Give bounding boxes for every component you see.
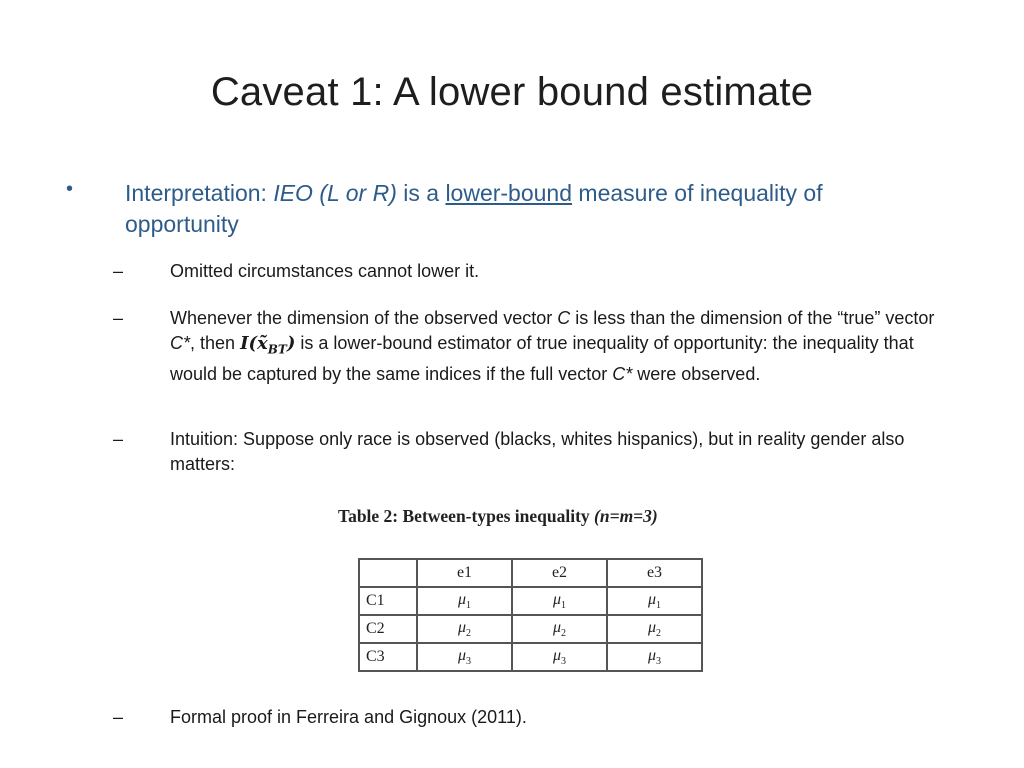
- row-label: C3: [359, 643, 417, 671]
- row-label: C1: [359, 587, 417, 615]
- table-cell: $\mu_2$: [607, 615, 702, 643]
- bullet-text: [125, 178, 925, 240]
- math-close: ): [286, 332, 296, 354]
- bullet-prefix: Interpretation:: [125, 180, 274, 206]
- table-header-row: [359, 559, 702, 587]
- sub-bullet-text: Intuition: Suppose only race is observed (blacks, whites hispanics), but in reality gender also matters:: [170, 429, 905, 474]
- text-run: is less than the dimension of the “true” vector: [570, 308, 935, 328]
- text-run: C*: [170, 332, 191, 353]
- dash-marker: –: [113, 707, 124, 727]
- dash-marker: –: [113, 261, 124, 281]
- table-cell: $\mu_3$: [417, 643, 512, 671]
- table-row: [359, 615, 702, 643]
- table-cell: $\mu_1$: [512, 587, 607, 615]
- bullet-marker: •: [66, 178, 74, 200]
- slide-title: Caveat 1: A lower bound estimate: [210, 70, 814, 114]
- column-header: e3: [607, 559, 702, 587]
- math-expression: [240, 332, 296, 357]
- table-cell: $\mu_2$: [417, 615, 512, 643]
- bullet-suffix: measure of inequality of opportunity: [125, 180, 823, 237]
- math-subscript: BT: [267, 342, 287, 357]
- table-cell: $\mu_1$: [607, 587, 702, 615]
- table-row: [359, 587, 702, 615]
- row-label: C2: [359, 615, 417, 643]
- dash-marker: –: [113, 308, 124, 328]
- caption-main: Table 2: Between-types inequality: [338, 506, 595, 526]
- column-header: e1: [417, 559, 512, 587]
- table-cell: $\mu_1$: [417, 587, 512, 615]
- text-run: C*: [612, 363, 633, 384]
- dash-marker: –: [113, 429, 124, 449]
- sub-bullet-text: [170, 306, 945, 386]
- table-cell: $\mu_2$: [512, 615, 607, 643]
- bullet-mid: is a: [396, 180, 446, 206]
- text-run: Whenever the dimension of the observed vector: [170, 308, 558, 328]
- column-header: e2: [512, 559, 607, 587]
- text-run: were observed.: [632, 363, 761, 384]
- text-run: is a lower-bound estimator of true inequality of opportunity: the inequality that would be captured by the same indices if the full vector: [170, 332, 914, 384]
- bullet-ieo: IEO (L or R): [273, 180, 397, 206]
- text-run: C: [557, 308, 571, 328]
- bullet-emphasis: lower-bound: [445, 180, 573, 206]
- table-row: [359, 643, 702, 671]
- between-types-table: [358, 558, 703, 672]
- math-main: I(x̃: [240, 332, 268, 354]
- text-run: , then: [190, 332, 241, 353]
- sub-bullet-text: Omitted circumstances cannot lower it.: [170, 261, 480, 281]
- corner-cell: [359, 559, 417, 587]
- sub-bullet-text: Formal proof in Ferreira and Gignoux (2011).: [170, 707, 527, 727]
- table-cell: $\mu_3$: [607, 643, 702, 671]
- table-cell: $\mu_3$: [512, 643, 607, 671]
- table-caption: [338, 506, 658, 527]
- caption-paren: (n=m=3): [594, 506, 658, 526]
